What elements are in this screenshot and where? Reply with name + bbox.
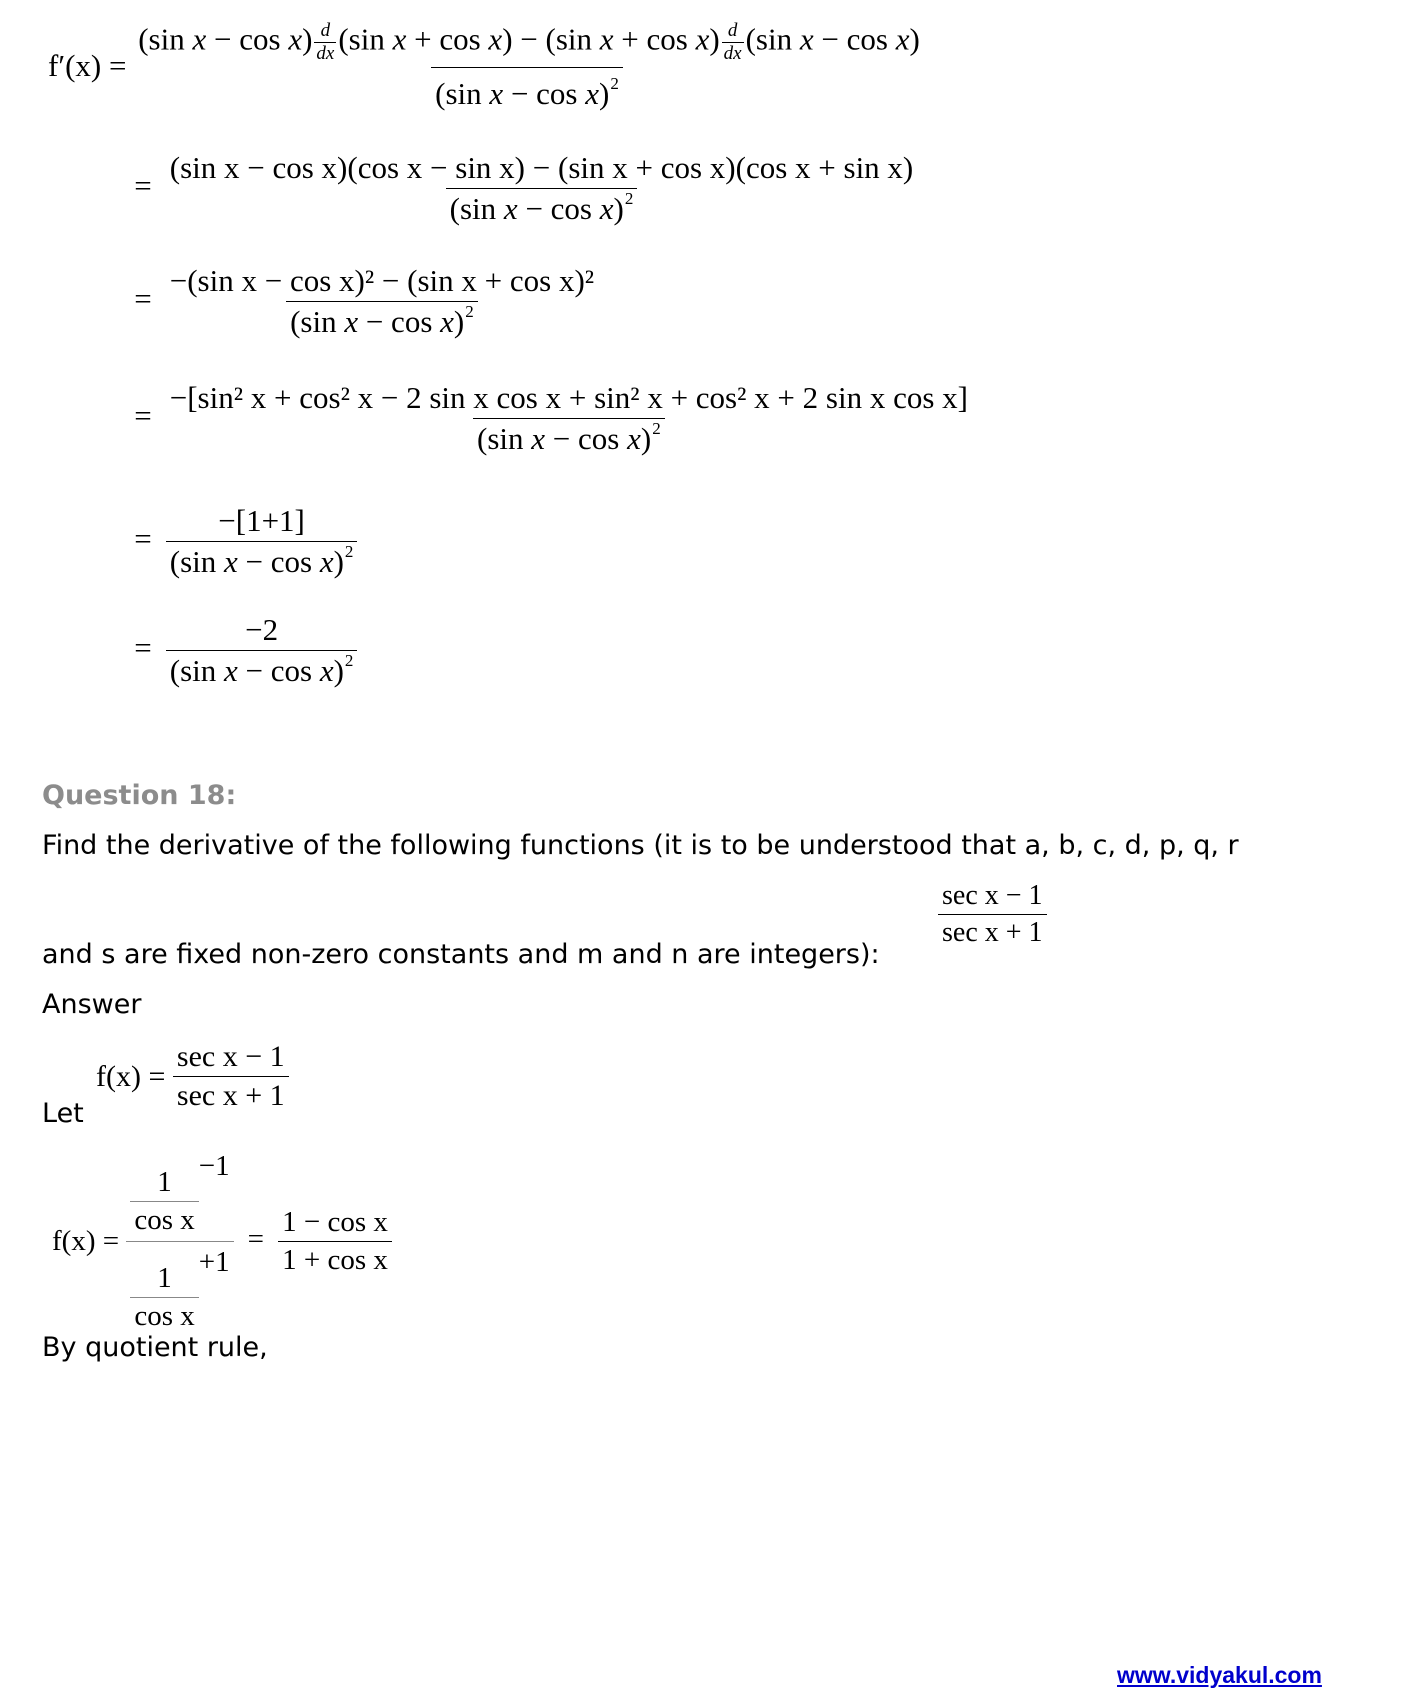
compound-denominator [126,1241,233,1333]
question-func-numerator: sec x − 1 [942,880,1043,911]
question-text-line-2: and s are fixed non-zero constants and m and n are integers): [42,939,880,970]
derivation-line-5 [128,503,357,580]
question-function [938,880,1047,949]
line4-fraction [166,380,972,457]
equals-sign: = [134,167,152,203]
question-heading: Question 18: [42,780,237,811]
inner-one-bottom: 1 [157,1262,172,1294]
equals-sign: = [247,1223,265,1256]
minus-one: −1 [198,1150,230,1182]
line3-denominator: (sin x − cos x)$^2$ [286,301,478,340]
line1-denominator: (sin x − cos x)$^2$ [431,67,623,112]
line4-denominator: (sin x − cos x)$^2$ [473,418,665,457]
derivation-line-6 [128,612,357,689]
line2-denominator: (sin x − cos x)$^2$ [446,188,638,227]
inner-cos-top: cos x [130,1201,198,1237]
line1-numerator: (sin x − cos x) $\frac{d}{dx}$ (sin x + cos x) − (sin x + cos x) $\frac{d}{dx}$ (sin x − cos x) [138,20,920,64]
result-numerator: 1 − cos x [282,1206,388,1238]
derivation-line-3 [128,263,598,340]
footer-link[interactable]: www.vidyakul.com [1117,1662,1322,1688]
line2-fraction [166,150,918,227]
let-definition [96,1040,289,1113]
result-fraction [278,1206,392,1277]
rewrite-lhs: f(x) = [52,1225,120,1257]
derivative-lhs: f′(x) = [48,48,127,83]
inner-one-top: 1 [157,1166,172,1198]
let-label: Let [42,1098,84,1129]
let-denominator: sec x + 1 [173,1076,289,1113]
equals-sign: = [134,520,152,556]
result-denominator: 1 + cos x [278,1241,392,1277]
derivation-line-4 [128,380,972,457]
compound-numerator [126,1150,233,1241]
plus-one: +1 [198,1246,230,1278]
line5-numerator: −[1+1] [218,503,305,538]
let-numerator: sec x − 1 [176,1040,285,1073]
equals-sign: = [134,629,152,665]
derivation-line-1 [48,20,920,112]
let-lhs: f(x) = [96,1059,166,1093]
line6-denominator: (sin x − cos x)$^2$ [166,650,358,689]
quotient-rule-text: By quotient rule, [42,1332,268,1363]
line4-numerator: −[sin² x + cos² x − 2 sin x cos x + sin² x + cos² x + 2 sin x cos x] [169,380,968,415]
line1-fraction [134,20,920,112]
inner-cos-bottom: cos x [130,1297,198,1333]
answer-label: Answer [42,989,142,1020]
line3-numerator: −(sin x − cos x)² − (sin x + cos x)² [169,263,595,298]
line2-numerator: (sin x − cos x)(cos x − sin x) − (sin x + cos x)(cos x + sin x) [169,150,914,185]
line6-numerator: −2 [245,612,279,647]
equals-sign: = [134,280,152,316]
line5-fraction [166,503,358,580]
derivation-line-2 [128,150,917,227]
line6-fraction [166,612,358,689]
question-func-denominator: sec x + 1 [938,914,1047,949]
compound-fraction [126,1150,233,1333]
line5-denominator: (sin x − cos x)$^2$ [166,541,358,580]
line3-fraction [166,263,598,340]
rewrite-equation [52,1150,392,1333]
question-text-line-1: Find the derivative of the following functions (it is to be understood that a, b, c, d, p, q, r [42,830,1239,861]
equals-sign: = [134,397,152,433]
